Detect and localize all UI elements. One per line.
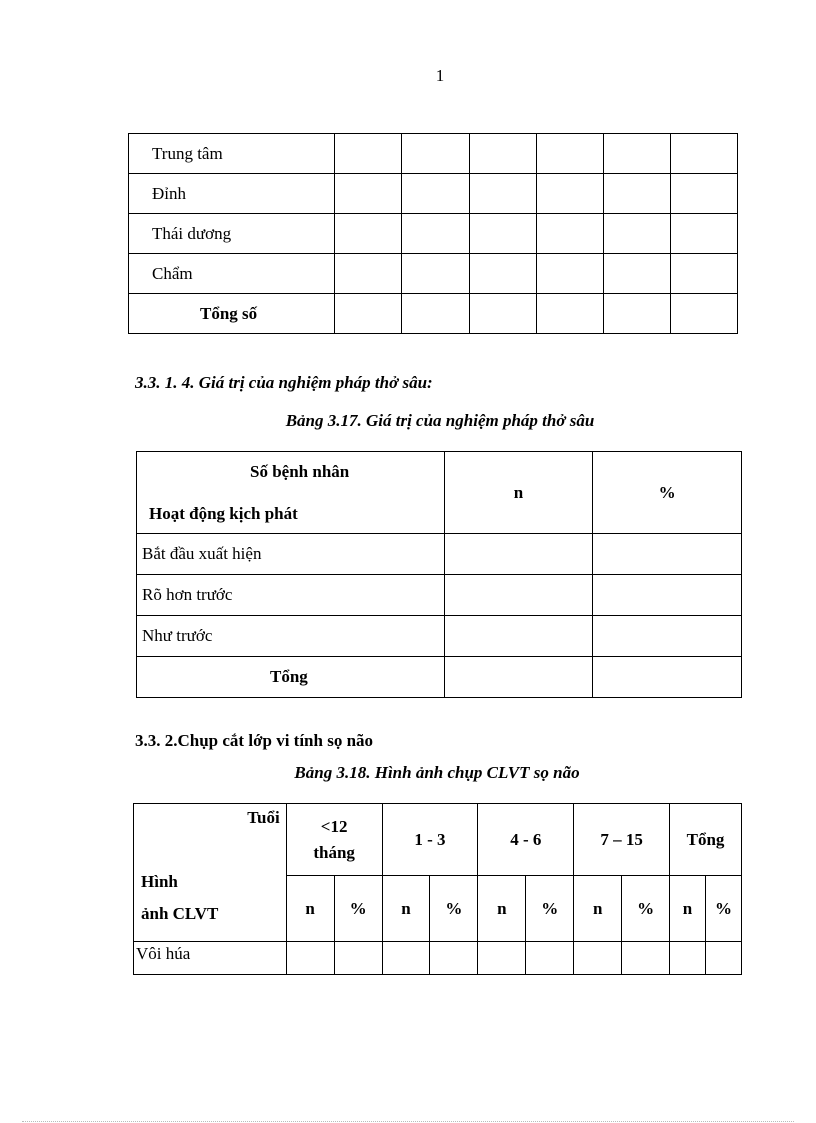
age-group-line1: <12 — [320, 816, 348, 836]
table-row — [129, 214, 738, 254]
row-label: Vôi húa — [134, 942, 287, 975]
sub-n: n — [286, 876, 334, 942]
age-group-line2: tháng — [313, 842, 355, 862]
total-row — [129, 294, 738, 334]
corner-cell — [134, 804, 287, 942]
age-group-header: 1 - 3 — [382, 804, 478, 876]
header-row — [137, 452, 742, 534]
table-row — [129, 254, 738, 294]
section-heading: 3.3. 2.Chụp cắt lớp vi tính sọ não — [135, 731, 374, 750]
age-group-header: 7 – 15 — [574, 804, 670, 876]
section-heading: 3.3. 1. 4. Giá trị của nghiệm pháp thở sâu: — [135, 373, 433, 392]
row-label: Chẩm — [129, 254, 335, 294]
row-label: Như trước — [137, 616, 445, 657]
header-percent: % — [593, 452, 742, 534]
table-row — [137, 616, 742, 657]
total-label: Tổng số — [129, 294, 335, 334]
table-caption: Bảng 3.18. Hình ảnh chụp CLVT sọ não — [294, 763, 580, 782]
age-label: Tuổi — [247, 808, 280, 827]
header-patients: Số bệnh nhân — [250, 461, 350, 481]
age-group-header — [286, 804, 382, 876]
table-caption: Bảng 3.17. Giá trị của nghiệm pháp thở sâu — [285, 411, 595, 430]
row-label: Đỉnh — [129, 174, 335, 214]
total-label: Tổng — [137, 657, 445, 698]
row-label: Bắt đầu xuất hiện — [137, 534, 445, 575]
table-row — [137, 534, 742, 575]
deep-breathing-table — [136, 451, 742, 698]
sub-percent: % — [622, 876, 670, 942]
header-n: n — [444, 452, 593, 534]
ct-scan-table — [133, 803, 742, 975]
row-label: Trung tâm — [129, 134, 335, 174]
sub-n: n — [382, 876, 430, 942]
header-cell — [137, 452, 445, 534]
sub-percent: % — [526, 876, 574, 942]
age-group-header: 4 - 6 — [478, 804, 574, 876]
header-activity: Hoạt động kịch phát — [149, 503, 298, 523]
table-row — [137, 575, 742, 616]
image-label-line1: Hình — [141, 872, 178, 891]
sub-n: n — [574, 876, 622, 942]
sub-percent: % — [705, 876, 741, 942]
sub-n: n — [478, 876, 526, 942]
page-number: 1 — [435, 66, 445, 85]
sub-percent: % — [430, 876, 478, 942]
sub-n: n — [670, 876, 706, 942]
table-row — [134, 942, 742, 975]
page-edge-divider — [22, 1121, 794, 1122]
region-table — [128, 133, 738, 334]
row-label: Rõ hơn trước — [137, 575, 445, 616]
header-row — [134, 804, 742, 876]
table-row — [129, 174, 738, 214]
total-row — [137, 657, 742, 698]
row-label: Thái dương — [129, 214, 335, 254]
total-header: Tổng — [670, 804, 742, 876]
sub-percent: % — [334, 876, 382, 942]
table-row — [129, 134, 738, 174]
image-label-line2: ảnh CLVT — [141, 904, 219, 923]
